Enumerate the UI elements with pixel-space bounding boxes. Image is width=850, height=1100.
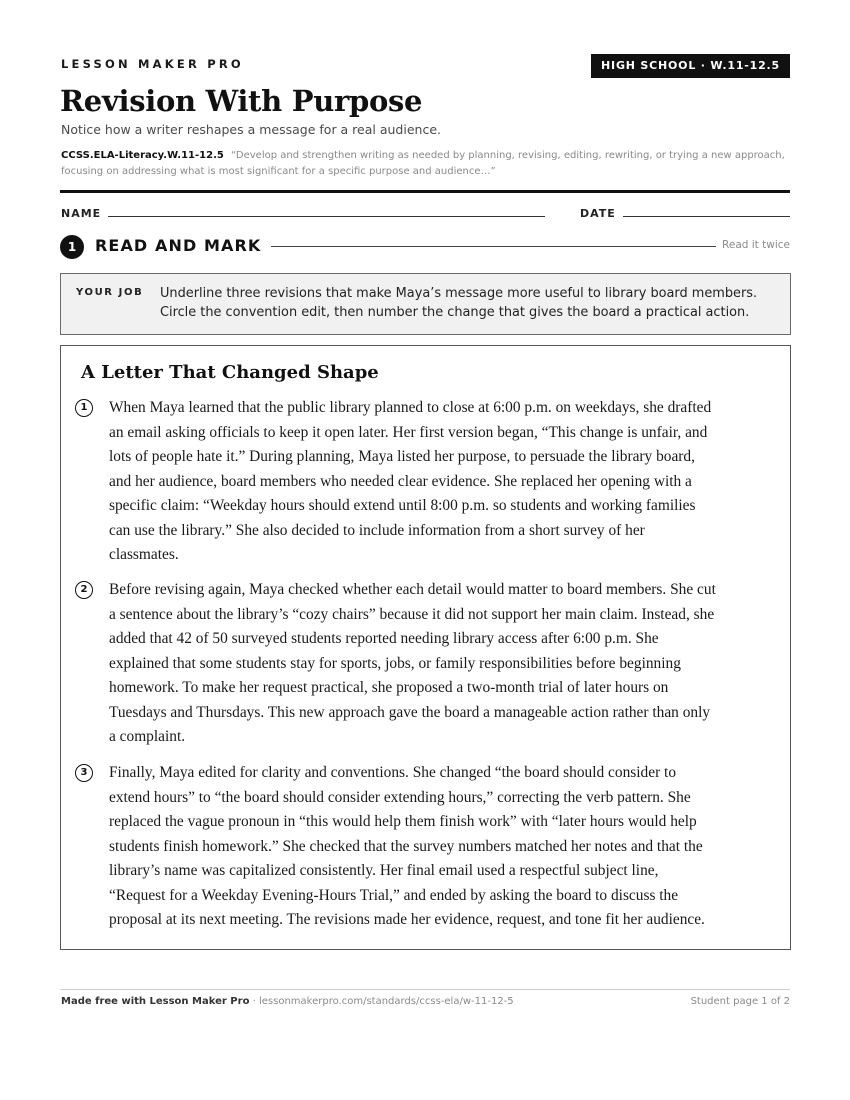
text-line: Before revising again, Maya checked whether each detail would matter to board members. She cut <box>109 581 716 598</box>
text-line: homework. To make her request practical, she proposed a two-month trial of later hours on <box>109 679 669 696</box>
text-line: When Maya learned that the public library planned to close at 6:00 p.m. on weekdays, she drafted <box>109 399 712 416</box>
instructions-label: YOUR JOB <box>76 287 144 298</box>
footer-credit <box>61 996 514 1007</box>
standard-reference <box>61 148 796 179</box>
instructions-line: Underline three revisions that make Maya’s message more useful to library board members. <box>160 286 758 301</box>
instructions-line: Circle the convention edit, then number the change that gives the board a practical action. <box>160 305 750 320</box>
text-line: a sentence about the library’s “cozy chairs” because it did not support her main claim. Instead, she <box>109 605 715 623</box>
text-line: library’s name was capitalized consistently. Her final email used a respectful subject line, <box>109 862 659 879</box>
passage-title: A Letter That Changed Shape <box>81 362 379 383</box>
footer-url-link[interactable]: lessonmakerpro.com/standards/ccss-ela/w-11-12-5 <box>258 996 514 1007</box>
text-line: “Request for a Weekday Evening-Hours Trial,” and ended by asking the board to discuss the <box>109 886 679 904</box>
text-line: and her audience, board members who needed clear evidence. She replaced her opening with a <box>109 472 692 490</box>
text-line: explained that some students stay for sports, jobs, or family responsibilities before beginning <box>109 654 681 672</box>
text-line: classmates. <box>109 546 179 563</box>
text-line: proposal at its next meeting. The revisions made her evidence, request, and tone fit her audience. <box>109 911 705 928</box>
paragraph-number: 3 <box>75 764 93 782</box>
footer-separator: · <box>249 996 259 1007</box>
section-title: READ AND MARK <box>95 236 262 255</box>
footer-divider <box>60 989 790 990</box>
text-line: can use the library.” She also decided to include information from a short survey of her <box>109 521 645 539</box>
text-line: extend hours” to “the board should consider extending hours,” correcting the verb pattern. She <box>109 788 691 806</box>
standard-code: CCSS.ELA-Literacy.W.11-12.5 <box>61 150 224 161</box>
text-line: replaced the vague pronoun in “this would help them finish work” with “later hours would help <box>109 813 697 830</box>
text-line: students finish homework.” She checked that the survey numbers matched her notes and that the <box>109 837 703 855</box>
instructions-text <box>160 284 780 322</box>
instructions-box <box>60 273 791 335</box>
text-line: a complaint. <box>109 728 186 745</box>
name-field[interactable] <box>108 216 545 217</box>
passage-box <box>60 345 791 950</box>
date-field[interactable] <box>623 216 790 217</box>
brand-name: LESSON MAKER PRO <box>61 57 244 71</box>
paragraph-number: 1 <box>75 399 93 417</box>
paragraph-text <box>109 761 775 933</box>
text-line: added that 42 of 50 surveyed students reported needing library access after 6:00 p.m. She <box>109 630 659 647</box>
standard-text: “Develop and strengthen writing as needed by planning, revising, editing, rewriting, or trying a new approach, focusing on addressing what is most significant for a specific purpose and audience…” <box>61 150 785 177</box>
paragraph-number: 2 <box>75 581 93 599</box>
page-subtitle: Notice how a writer reshapes a message for a real audience. <box>61 122 441 137</box>
footer-made-with: Made free with Lesson Maker Pro <box>61 996 250 1007</box>
page-number: Student page 1 of 2 <box>690 996 790 1007</box>
text-line: specific claim: “Weekday hours should extend until 8:00 p.m. so students and working families <box>109 497 696 514</box>
text-line: lots of people hate it.” During planning, Maya listed her purpose, to persuade the library board, <box>109 448 695 465</box>
paragraph-text <box>109 578 775 750</box>
page-title: Revision With Purpose <box>60 84 423 118</box>
grade-badge: HIGH SCHOOL · W.11-12.5 <box>591 54 790 78</box>
text-line: an email asking officials to keep it open later. Her first version began, “This change is unfair, and <box>109 423 708 441</box>
name-label: NAME <box>61 207 102 220</box>
date-label: DATE <box>580 207 616 220</box>
text-line: Tuesdays and Thursdays. This new approach gave the board a manageable action rather than only <box>109 703 711 721</box>
text-line: Finally, Maya edited for clarity and conventions. She changed “the board should consider to <box>109 764 677 781</box>
section-number-badge: 1 <box>60 235 84 259</box>
paragraph-text <box>109 396 775 568</box>
section-note: Read it twice <box>722 239 790 251</box>
header-divider <box>60 190 790 193</box>
section-divider <box>271 246 716 247</box>
